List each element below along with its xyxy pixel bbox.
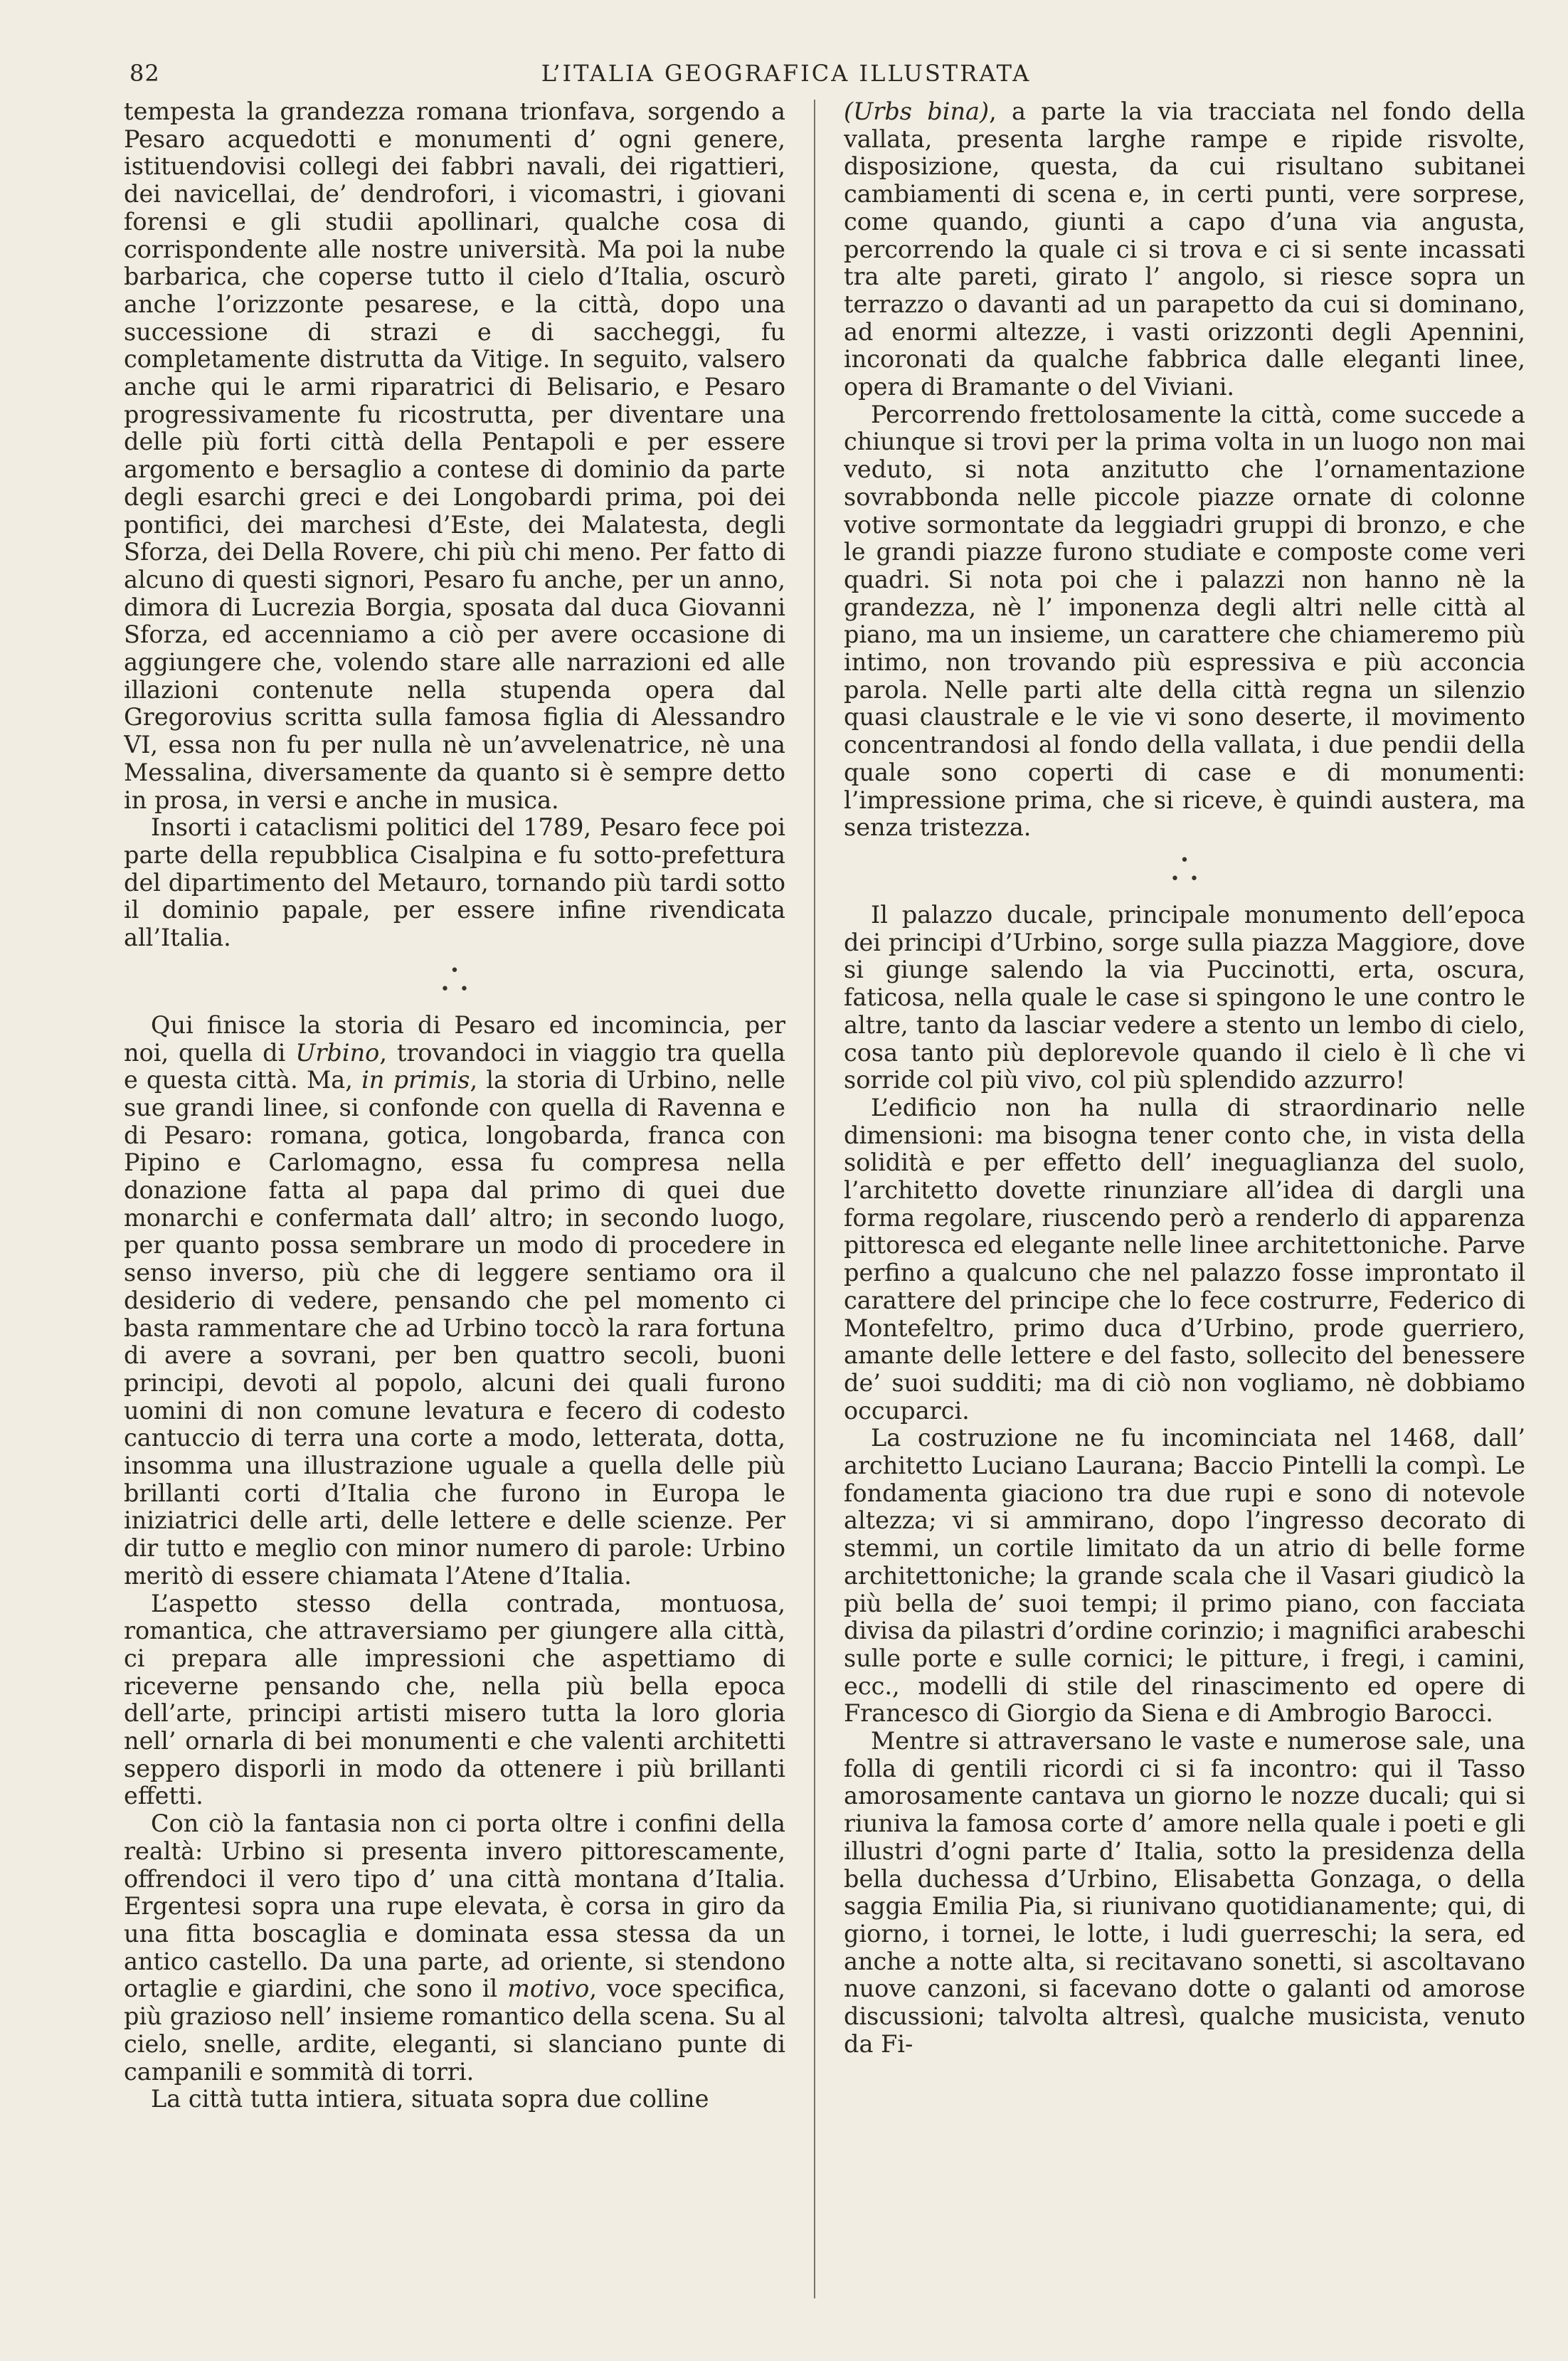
- page-number: 82: [129, 60, 160, 87]
- paragraph: Qui finisce la storia di Pesaro ed incomincia, per noi, quella di Urbino, trovandoci in viaggio tra quella e questa città. Ma, in primis, la storia di Urbino, nelle sue grandi linee, si confonde con quella di Ravenna e di Pesaro: romana, gotica, longobarda, franca con Pipino e Carlomagno, essa fu compresa nella donazione fatta al papa dal primo di quei due monarchi e confermata dall’ altro; in secondo luogo, per quanto possa sembrare un modo di procedere in senso inverso, più che di leggere sentiamo ora il desiderio di vedere, pensando che pel momento ci basta rammentare che ad Urbino toccò la rara fortuna di avere a sovrani, per ben quattro secoli, buoni principi, devoti al popolo, alcuni dei quali furono uomini di non comune levatura e fecero di codesto cantuccio di terra una corte a modo, letterata, dotta, insomma una illustrazione uguale a quella delle più brillanti corti d’Italia che furono in Europa le iniziatrici delle arti, delle lettere e delle scienze. Per dir tutto e meglio con minor numero di parole: Urbino meritò di essere chiamata l’Atene d’Italia.: [124, 1010, 785, 1590]
- right-column: [844, 98, 1525, 2290]
- left-column: [124, 98, 785, 2290]
- italic-term: (Urbs bina): [844, 98, 990, 125]
- paragraph: (Urbs bina), a parte la via tracciata nel fondo della vallata, presenta larghe rampe e ripide risvolte, disposizione, questa, da cui risultano subitanei cambiamenti di scena e, in certi punti, vere sorprese, come quando, giunti a capo d’una via angusta, percorrendo la quale ci si trova e ci si sente incassati tra alte pareti, girato l’ angolo, si riesce sopra un terrazzo o davanti ad un parapetto da cui si dominano, ad enormi altezze, i vasti orizzonti degli Apennini, incoronati da qualche fabbrica dalle eleganti linee, opera di Bramante o del Viviani.: [844, 98, 1525, 401]
- italic-term: Urbino: [295, 1038, 380, 1067]
- paragraph: tempesta la grandezza romana trionfava, sorgendo a Pesaro acquedotti e monumenti d’ ogni genere, istituendovisi collegi dei fabbri navali, dei rigattieri, dei navicellai, de’ dendrofori, i vicomastri, i giovani forensi e gli studii apollinari, qualche cosa di corrispondente alle nostre università. Ma poi la nube barbarica, che coperse tutto il cielo d’Italia, oscurò anche l’orizzonte pesarese, e la città, dopo una successione di strazi e di saccheggi, fu completamente distrutta da Vitige. In seguito, valsero anche qui le armi riparatrici di Belisario, e Pesaro progressivamente fu ricostrutta, per diventare una delle più forti città della Pentapoli e per essere argomento e bersaglio a contese di dominio da parte degli esarchi greci e dei Longobardi prima, poi dei pontifici, dei marchesi d’Este, dei Malatesta, degli Sforza, dei Della Rovere, chi più chi meno. Per fatto di alcuno di questi signori, Pesaro fu anche, per un anno, dimora di Lucrezia Borgia, sposata dal duca Giovanni Sforza, ed accenniamo a ciò per avere occasione di aggiungere che, volendo stare alle narrazioni ed alle illazioni contenute nella stupenda opera dal Gregorovius scritta sulla famosa figlia di Alessandro VI, essa non fu per nulla nè un’avvelenatrice, nè una Messalina, diversamente da quanto si è sempre detto in prosa, in versi e anche in musica.: [124, 98, 785, 814]
- italic-term: in primis: [361, 1066, 470, 1094]
- paragraph: L’edificio non ha nulla di straordinario nelle dimensioni: ma bisogna tener conto che, in vista della solidità e per effetto dell’ ineguaglianza del suolo, l’architetto dovette rinunziare all’idea di dargli una forma regolare, riuscendo però a renderlo di apparenza pittoresca ed elegante nelle linee architettoniche. Parve perfino a qualcuno che nel palazzo fosse improntato il carattere del principe che lo fece costrurre, Federico di Montefeltro, primo duca d’Urbino, prode guerriero, amante delle lettere e del fasto, sollecito del benessere de’ suoi sudditi; ma di ciò non vogliamo, nè dobbiamo occuparci.: [844, 1093, 1525, 1425]
- paragraph: Insorti i cataclismi politici del 1789, Pesaro fece poi parte della repubblica Cisalpina e fu sotto-prefettura del dipartimento del Metauro, tornando più tardi sotto il dominio papale, per essere infine rivendicata all’Italia.: [124, 813, 785, 952]
- paragraph: Con ciò la fantasia non ci porta oltre i confini della realtà: Urbino si presenta invero pittorescamente, offrendoci il vero tipo d’ una città montana d’Italia. Ergentesi sopra una rupe elevata, è corsa in giro da una fitta boscaglia e dominata essa stessa da un antico castello. Da una parte, ad oriente, si stendono ortaglie e giardini, che sono il motivo, voce specifica, più grazioso nell’ insieme romantico della scena. Su al cielo, snelle, ardite, eleganti, si slanciano punte di campanili e sommità di torri.: [124, 1810, 785, 2086]
- running-title: L’ITALIA GEOGRAFICA ILLUSTRATA: [541, 60, 1032, 87]
- paragraph: La costruzione ne fu incominciata nel 1468, dall’ architetto Luciano Laurana; Baccio Pintelli la compì. Le fondamenta giaciono tra due rupi e sono di notevole altezza; vi si ammirano, dopo l’ingresso decorato di stemmi, un cortile limitato da un atrio di belle forme architettoniche; la grande scala che il Vasari giudicò la più bella de’ suoi tempi; il primo piano, con facciata divisa da pilastri d’ordine corinzio; i magnifici arabeschi sulle porte e sulle cornici; le pitture, i fregi, i camini, ecc., modelli di stile del rinascimento ed opere di Francesco di Giorgio da Siena e di Ambrogio Barocci.: [844, 1424, 1525, 1728]
- paragraph: Il palazzo ducale, principale monumento dell’epoca dei principi d’Urbino, sorge sulla piazza Maggiore, dove si giunge salendo la via Puccinotti, erta, oscura, faticosa, nella quale le case si spingono le une contro le altre, tanto da lasciar vedere a stento un lembo di cielo, cosa tanto più deplorevole quando il cielo è lì che vi sorride col più vivo, col più splendido azzurro!: [844, 900, 1525, 1094]
- paragraph: La città tutta intiera, situata sopra due colline: [151, 2085, 709, 2113]
- paragraph: L’aspetto stesso della contrada, montuosa, romantica, che attraversiamo per giungere alla città, ci prepara alle impressioni che aspettiamo di riceverne pensando che, nella più bella epoca dell’arte, principi artisti misero tutta la loro gloria nell’ ornarla di bei monumenti e che valenti architetti seppero disporli in modo da ottenere i più brillanti effetti.: [124, 1589, 785, 1810]
- section-separator: • • •: [1170, 851, 1199, 888]
- page-header: [114, 60, 1458, 102]
- italic-term: motivo: [507, 1975, 590, 2003]
- section-separator: • • •: [440, 961, 469, 998]
- paragraph: Percorrendo frettolosamente la città, come succede a chiunque si trovi per la prima volta in un luogo non mai veduto, si nota anzitutto che l’ornamentazione sovrabbonda nelle piccole piazze ornate di colonne votive sormontate da leggiadri gruppi di bronzo, e che le grandi piazze furono studiate e composte come veri quadri. Si nota poi che i palazzi non hanno nè la grandezza, nè l’ imponenza degli altri nelle città al piano, ma un insieme, un carattere che chiameremo più intimo, non trovando più espressiva e più acconcia parola. Nelle parti alte della città regna un silenzio quasi claustrale e le vie vi sono deserte, il movimento concentrandosi al fondo della vallata, i due pendii della quale sono coperti di case e di monumenti: l’impressione prima, che si riceve, è quindi austera, ma senza tristezza.: [844, 400, 1525, 842]
- column-divider: [814, 100, 815, 2298]
- paragraph: Mentre si attraversano le vaste e numerose sale, una folla di gentili ricordi ci si fa incontro: qui il Tasso amorosamente cantava un giorno le nozze ducali; qui si riuniva la famosa corte d’ amore nella quale i poeti e gli illustri d’ogni parte d’ Italia, sotto la presidenza della bella duchessa d’Urbino, Elisabetta Gonzaga, o della saggia Emilia Pia, si riunivano quotidianamente; qui, di giorno, i tornei, le lotte, i ludi guerreschi; la sera, ed anche a notte alta, si recitavano sonetti, si ascoltavano nuove canzoni, si facevano dotte o galanti od amorose discussioni; talvolta altresì, qualche musicista, venuto da Fi-: [844, 1727, 1525, 2058]
